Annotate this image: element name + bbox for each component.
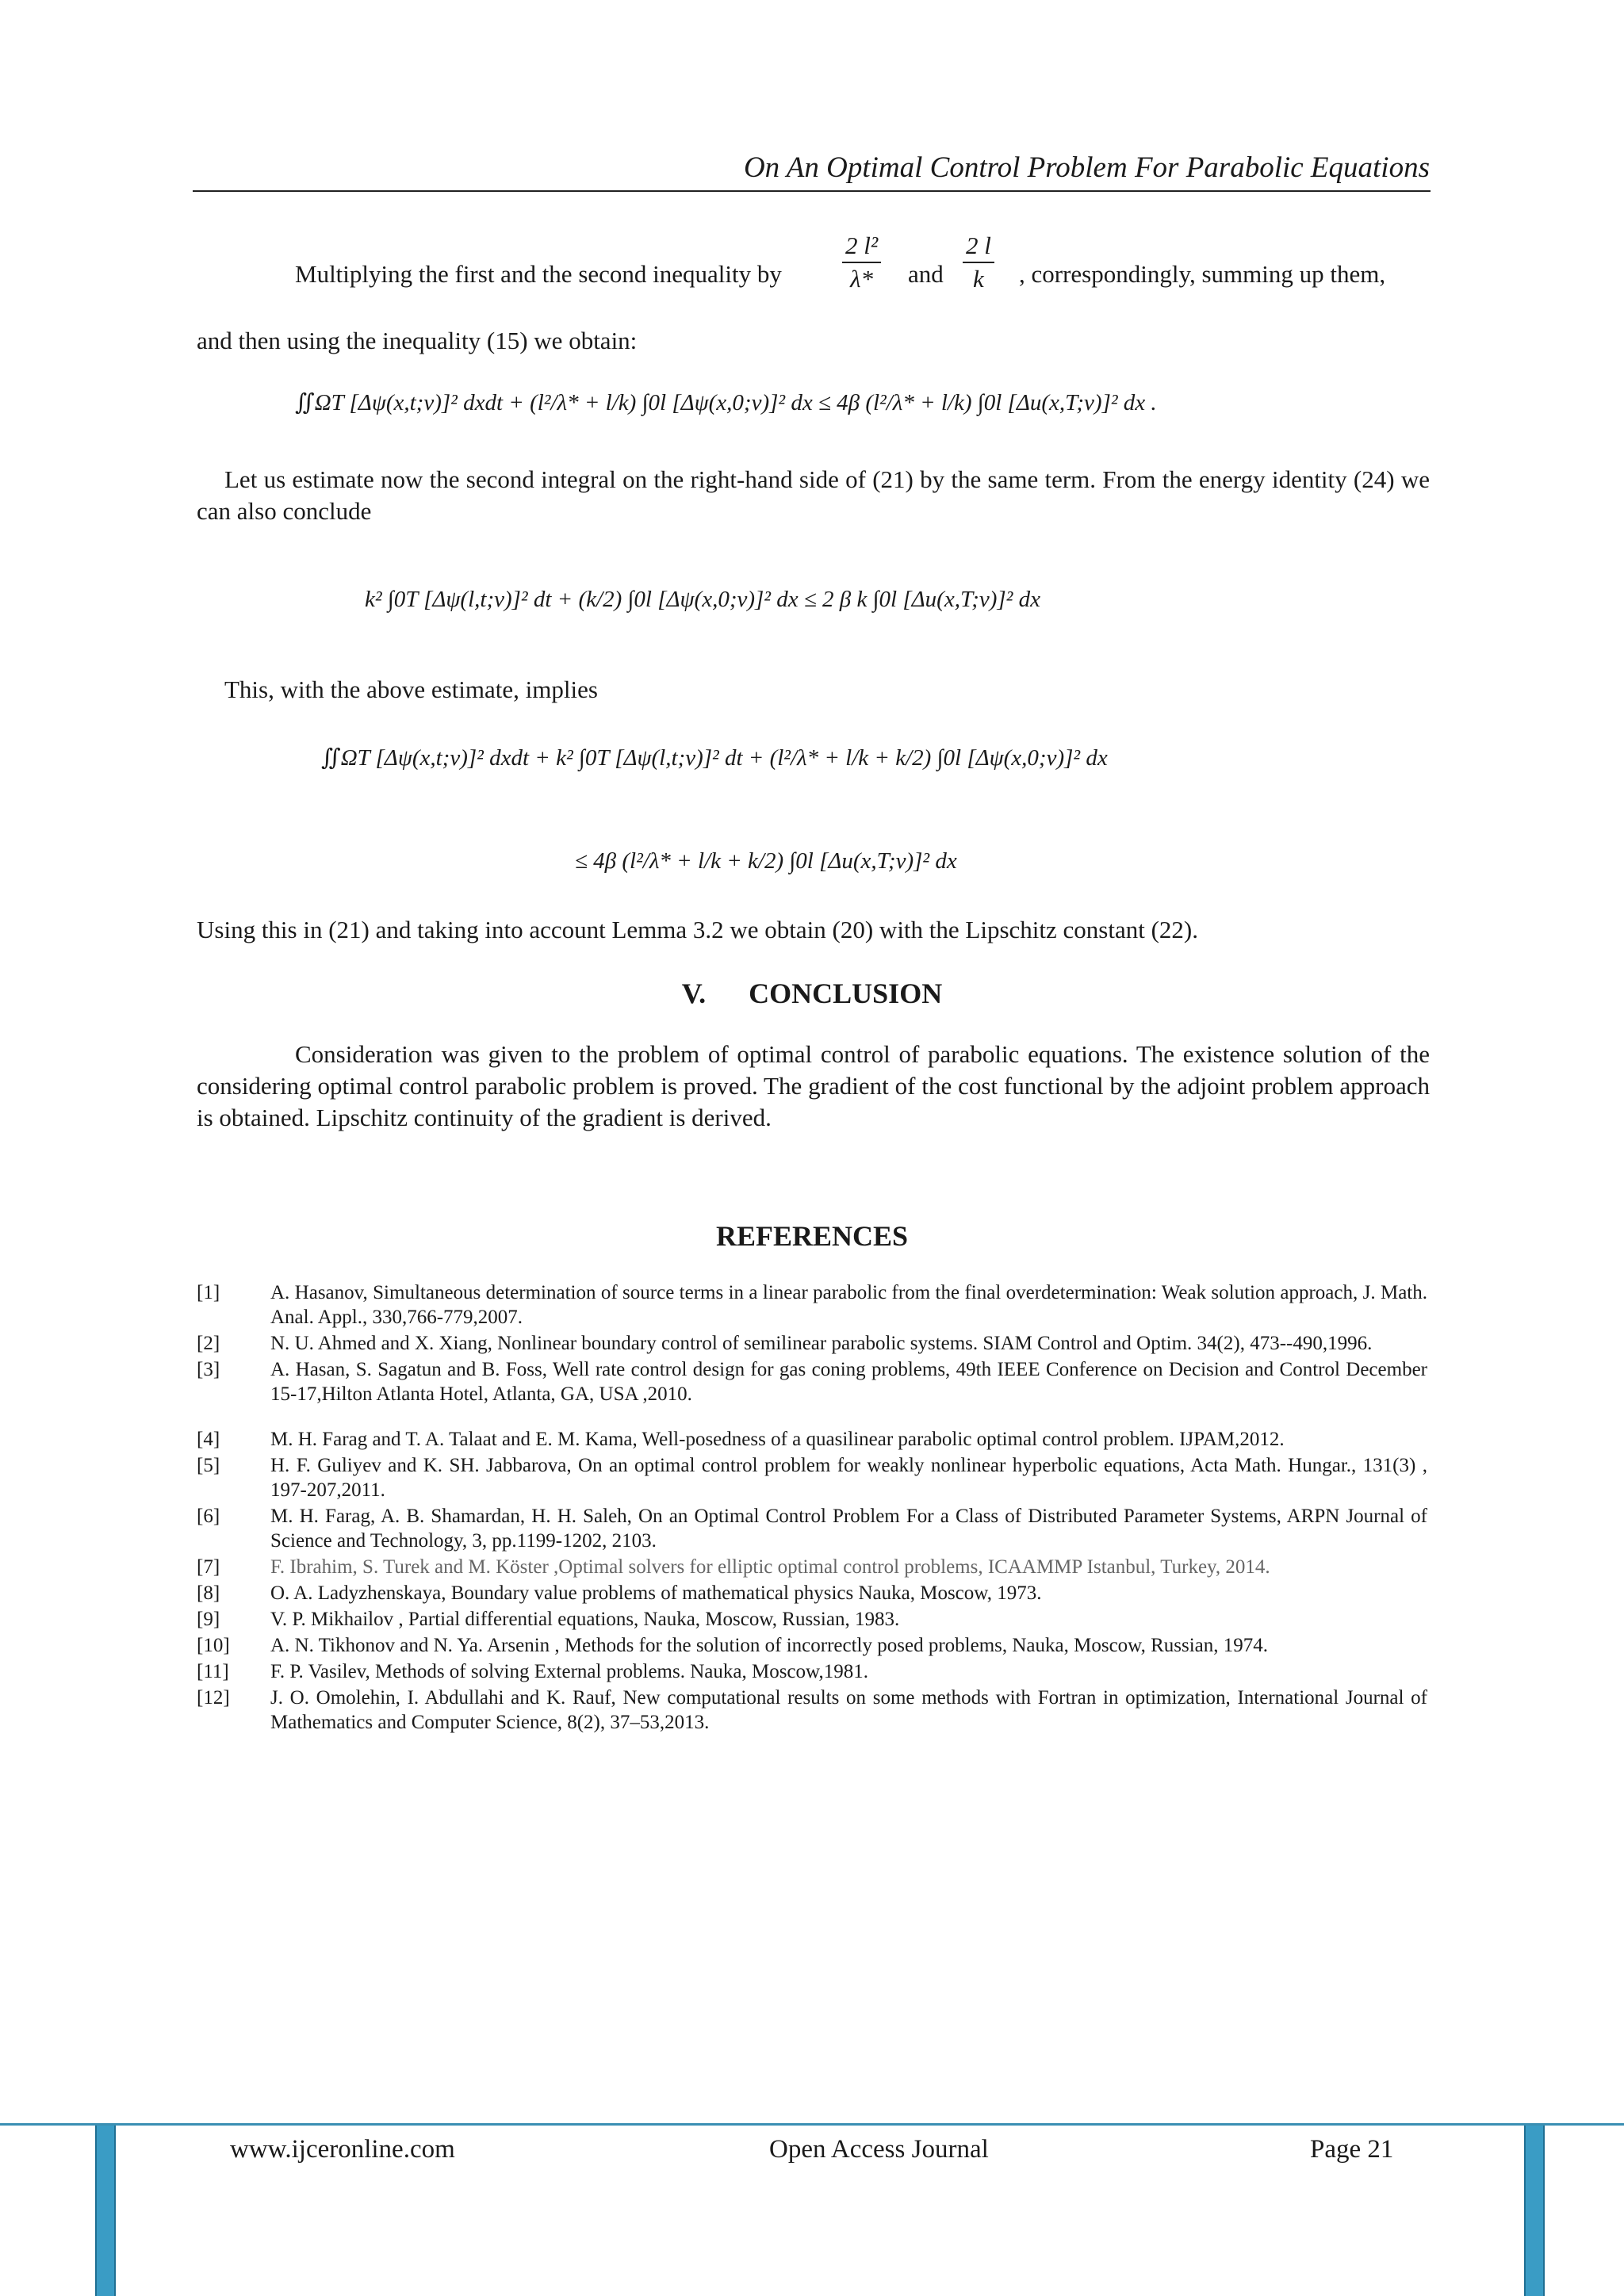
reference-item: [5] H. F. Guliyev and K. SH. Jabbarova, On an optimal control problem for weakly nonlinear hyperbolic equations, Acta Math. Hungar., 131(3) , 197-207,2011. [197, 1455, 1427, 1501]
footer-left-bar [95, 2126, 116, 2296]
equation-2: k² ∫0T [Δψ(l,t;v)]² dt + (k/2) ∫0l [Δψ(x,0;v)]² dx ≤ 2 β k ∫0l [Δu(x,T;v)]² dx [365, 587, 1040, 612]
paragraph-multiplying [295, 230, 1429, 317]
reference-list [197, 1280, 1427, 1736]
reference-item: [6] M. H. Farag, A. B. Shamardan, H. H. Saleh, On an Optimal Control Problem For a Class of Distributed Parameter Systems, ARPN Journal of Science and Technology, 3, pp.1199-1202, 2103. [197, 1506, 1427, 1552]
paragraph-text: Multiplying the first and the second inequality by [295, 260, 782, 288]
reference-item: [10] A. N. Tikhonov and N. Ya. Arsenin , Methods for the solution of incorrectly posed problems, Nauka, Moscow, Russian, 1974. [197, 1635, 1269, 1656]
equation-3: ∬ΩT [Δψ(x,t;v)]² dxdt + k² ∫0T [Δψ(l,t;v)]² dt + (l²/λ* + l/k + k/2) ∫0l [Δψ(x,0;v)]² dx [321, 745, 1108, 771]
reference-item: [8] O. A. Ladyzhenskaya, Boundary value problems of mathematical physics Nauka, Moscow, 1973. [197, 1582, 1042, 1604]
paragraph-line: and then using the inequality (15) we obtain: [197, 327, 638, 354]
running-title: On An Optimal Control Problem For Parabolic Equations [743, 151, 1430, 184]
footer-journal: Open Access Journal [769, 2135, 989, 2164]
equation-1: ∬ΩT [Δψ(x,t;v)]² dxdt + (l²/λ* + l/k) ∫0l [Δψ(x,0;v)]² dx ≤ 4β (l²/λ* + l/k) ∫0l [Δu(x,T;v)]² dx . [295, 390, 1157, 415]
reference-item: [4] M. H. Farag and T. A. Talaat and E. M. Kama, Well-posedness of a quasilinear parabolic optimal control problem. IJPAM,2012. [197, 1429, 1285, 1450]
reference-item: [2] N. U. Ahmed and X. Xiang, Nonlinear boundary control of semilinear parabolic systems. SIAM Control and Optim. 34(2), 473--490,1996. [197, 1333, 1373, 1354]
equation-4: ≤ 4β (l²/λ* + l/k + k/2) ∫0l [Δu(x,T;v)]² dx [575, 848, 957, 874]
header-rule [193, 190, 1431, 192]
reference-item: [9] V. P. Mikhailov , Partial differential equations, Nauka, Moscow, Russian, 1983. [197, 1609, 900, 1630]
fraction-2l2-lambda: $\frac{\text{2 l²}}{\lambda*}$ [842, 230, 881, 295]
conclusion-heading: V. CONCLUSION [681, 978, 943, 1009]
reference-item: [1] A. Hasanov, Simultaneous determination of source terms in a linear parabolic from the final overdetermination: Weak solution approach, J. Math. Anal. Appl., 330,766-779,2007. [197, 1282, 1427, 1328]
paragraph-estimate: Let us estimate now the second integral on the right-hand side of (21) by the same term. From the energy identity (24) we can also conclude [197, 465, 1430, 525]
paragraph-implies: This, with the above estimate, implies [224, 675, 598, 703]
reference-item: [12] J. O. Omolehin, I. Abdullahi and K. Rauf, New computational results on some methods with Fortran in optimization, International Journal of Mathematics and Computer Science, 8(2), 37–53,2013. [197, 1687, 1427, 1733]
references-heading: REFERENCES [715, 1220, 909, 1252]
paragraph-text: , correspondingly, summing up them, [1019, 260, 1386, 288]
paragraph-text: and [908, 260, 944, 288]
reference-item: [3] A. Hasan, S. Sagatun and B. Foss, Well rate control design for gas coning problems, 49th IEEE Conference on Decision and Control December 15-17,Hilton Atlanta Hotel, Atlanta, GA, USA ,2010. [197, 1359, 1427, 1405]
paragraph-lipschitz: Using this in (21) and taking into account Lemma 3.2 we obtain (20) with the Lipschitz constant (22). [197, 916, 1198, 943]
reference-item: [11] F. P. Vasilev, Methods of solving External problems. Nauka, Moscow,1981. [197, 1661, 868, 1682]
conclusion-paragraph: Consideration was given to the problem of optimal control of parabolic equations. The existence solution of the considering optimal control parabolic problem is proved. The gradient of the cost functional by the adjoint problem approach is obtained. Lipschitz continuity of the gradient is derived. [197, 1040, 1430, 1131]
footer-right-bar [1524, 2126, 1545, 2296]
footer-website-link[interactable]: www.ijceronline.com [230, 2135, 455, 2164]
reference-item: [7] F. Ibrahim, S. Turek and M. Köster ,Optimal solvers for elliptic optimal control problems, ICAAMMP Istanbul, Turkey, 2014. [197, 1556, 1270, 1578]
footer-page-number: Page 21 [1310, 2135, 1394, 2164]
fraction-2l-k: $\frac{2 l}{k}$ [963, 230, 994, 295]
footer-rule [0, 2123, 1624, 2126]
